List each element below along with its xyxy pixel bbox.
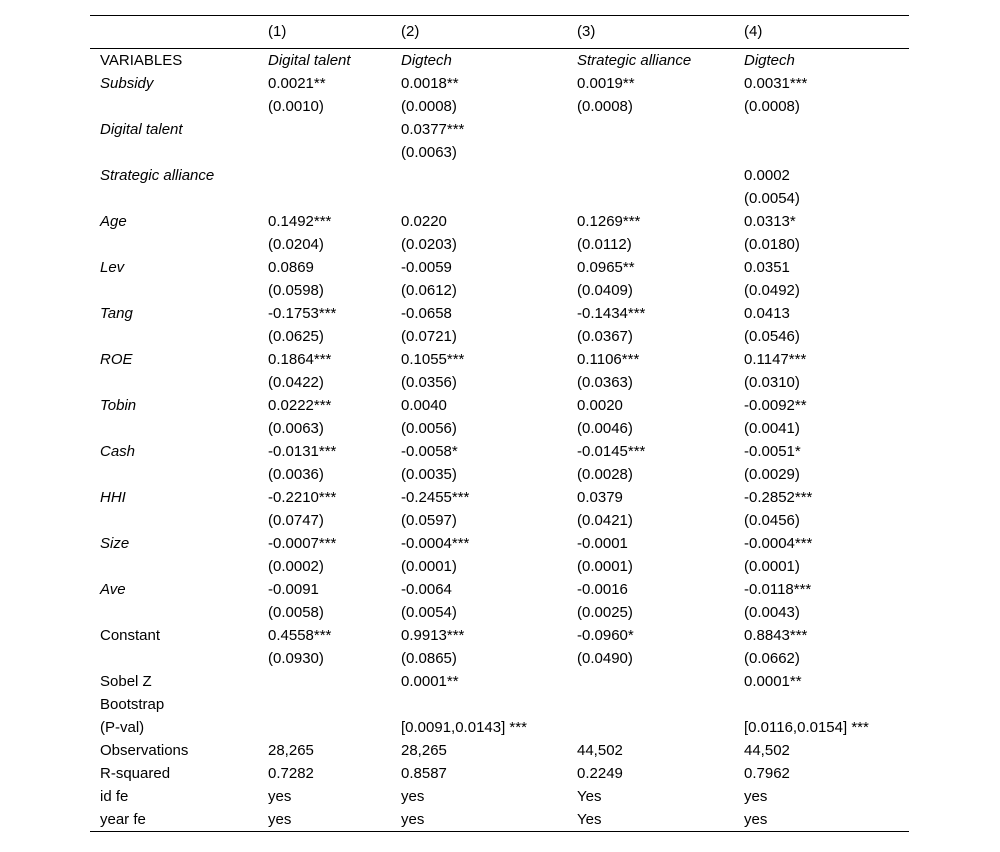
row-label: Observations <box>100 742 189 759</box>
value-cell: (0.0409) <box>577 282 633 299</box>
row-label: Digital talent <box>100 121 183 138</box>
value-cell: -0.0960* <box>577 627 634 644</box>
table-row <box>90 670 909 693</box>
value-cell: (0.0054) <box>401 604 457 621</box>
value-cell <box>577 187 744 210</box>
table-body <box>90 49 909 832</box>
table-row <box>90 256 909 279</box>
value-cell: (0.0063) <box>401 144 457 161</box>
table-row <box>90 118 909 141</box>
value-cell <box>744 141 909 164</box>
value-cell: (0.0367) <box>577 328 633 345</box>
value-cell: Digtech <box>401 52 452 69</box>
table-row <box>90 72 909 95</box>
value-cell <box>268 164 401 187</box>
value-cell: (0.0456) <box>744 512 800 529</box>
row-label: R-squared <box>100 765 171 782</box>
value-cell: [0.0091,0.0143] *** <box>401 719 527 736</box>
value-cell: -0.0118*** <box>744 581 812 598</box>
table-row <box>90 486 909 509</box>
value-cell: (0.0002) <box>268 558 324 575</box>
value-cell: 0.0021** <box>268 75 326 92</box>
row-label <box>90 509 268 532</box>
table-row <box>90 509 909 532</box>
table-row <box>90 49 909 73</box>
table-row <box>90 371 909 394</box>
value-cell <box>744 118 909 141</box>
table-row <box>90 302 909 325</box>
table-row <box>90 693 909 716</box>
value-cell <box>268 670 401 693</box>
row-label <box>90 647 268 670</box>
header-cell: (4) <box>744 23 763 40</box>
value-cell: (0.0310) <box>744 374 800 391</box>
table-row <box>90 463 909 486</box>
value-cell: -0.0007*** <box>268 535 337 552</box>
value-cell: Yes <box>577 788 602 805</box>
value-cell: yes <box>268 788 292 805</box>
value-cell: -0.0658 <box>401 305 452 322</box>
row-label: year fe <box>100 811 146 828</box>
value-cell: (0.0422) <box>268 374 324 391</box>
value-cell: -0.1434*** <box>577 305 646 322</box>
value-cell: yes <box>401 811 425 828</box>
header-cell: (1) <box>268 23 287 40</box>
row-label <box>90 371 268 394</box>
value-cell: (0.0008) <box>744 98 800 115</box>
value-cell: (0.0063) <box>268 420 324 437</box>
value-cell: (0.0612) <box>401 282 457 299</box>
table-row <box>90 555 909 578</box>
table-row <box>90 279 909 302</box>
table-row <box>90 141 909 164</box>
value-cell: 0.1492*** <box>268 213 332 230</box>
row-label <box>90 233 268 256</box>
value-cell: (0.0010) <box>268 98 324 115</box>
value-cell: -0.0091 <box>268 581 319 598</box>
value-cell: (0.0001) <box>401 558 457 575</box>
value-cell: (0.0203) <box>401 236 457 253</box>
value-cell: (0.0041) <box>744 420 800 437</box>
value-cell: (0.0662) <box>744 650 800 667</box>
value-cell: 0.0413 <box>744 305 790 322</box>
value-cell: -0.2210*** <box>268 489 337 506</box>
table-row <box>90 578 909 601</box>
value-cell: 28,265 <box>401 742 447 759</box>
value-cell <box>268 716 401 739</box>
table-row <box>90 785 909 808</box>
regression-table <box>90 15 909 832</box>
value-cell: yes <box>268 811 292 828</box>
row-label: Ave <box>100 581 126 598</box>
value-cell: (0.0546) <box>744 328 800 345</box>
value-cell: (0.0598) <box>268 282 324 299</box>
value-cell: 0.0040 <box>401 397 447 414</box>
value-cell <box>268 693 401 716</box>
table-row <box>90 601 909 624</box>
value-cell: (0.0625) <box>268 328 324 345</box>
row-label <box>90 279 268 302</box>
table-row <box>90 348 909 371</box>
row-label: Subsidy <box>100 75 154 92</box>
table-row <box>90 187 909 210</box>
value-cell: 0.0379 <box>577 489 623 506</box>
row-label: Tang <box>100 305 133 322</box>
value-cell: -0.0059 <box>401 259 452 276</box>
table-row <box>90 233 909 256</box>
value-cell: 0.0031*** <box>744 75 808 92</box>
row-label: HHI <box>100 489 126 506</box>
value-cell: 0.7962 <box>744 765 790 782</box>
value-cell: (0.0043) <box>744 604 800 621</box>
value-cell: 0.1106*** <box>577 351 640 368</box>
row-label <box>90 95 268 118</box>
row-label: Size <box>100 535 130 552</box>
value-cell: -0.0064 <box>401 581 452 598</box>
value-cell <box>577 118 744 141</box>
row-label: Bootstrap <box>100 696 165 713</box>
header-row <box>90 16 909 49</box>
value-cell: 0.0002 <box>744 167 790 184</box>
value-cell: Strategic alliance <box>577 52 692 69</box>
value-cell <box>577 716 744 739</box>
value-cell: 0.0001** <box>744 673 802 690</box>
value-cell: 0.8587 <box>401 765 447 782</box>
table-row <box>90 762 909 785</box>
value-cell: (0.0036) <box>268 466 324 483</box>
row-label <box>90 555 268 578</box>
value-cell: (0.0747) <box>268 512 324 529</box>
value-cell: -0.2455*** <box>401 489 470 506</box>
value-cell <box>268 141 401 164</box>
row-label: Lev <box>100 259 125 276</box>
value-cell: 0.1864*** <box>268 351 332 368</box>
value-cell: yes <box>744 811 768 828</box>
row-label: Cash <box>100 443 136 460</box>
value-cell: 0.1055*** <box>401 351 465 368</box>
row-label: Tobin <box>100 397 137 414</box>
row-label: Strategic alliance <box>100 167 215 184</box>
value-cell: -0.0145*** <box>577 443 646 460</box>
value-cell <box>268 187 401 210</box>
value-cell: 0.0019** <box>577 75 635 92</box>
row-label <box>90 325 268 348</box>
value-cell: 0.0020 <box>577 397 623 414</box>
table-row <box>90 394 909 417</box>
value-cell: 0.2249 <box>577 765 623 782</box>
value-cell: (0.0054) <box>744 190 800 207</box>
row-label <box>90 601 268 624</box>
value-cell <box>268 118 401 141</box>
value-cell: (0.0490) <box>577 650 633 667</box>
value-cell <box>744 693 909 716</box>
value-cell: (0.0001) <box>744 558 800 575</box>
value-cell: [0.0116,0.0154] *** <box>744 719 869 736</box>
value-cell: (0.0204) <box>268 236 324 253</box>
value-cell: (0.0008) <box>577 98 633 115</box>
regression-table-container <box>90 15 909 832</box>
value-cell: (0.0025) <box>577 604 633 621</box>
value-cell: -0.0051* <box>744 443 801 460</box>
value-cell: -0.0092** <box>744 397 807 414</box>
value-cell: -0.0058* <box>401 443 458 460</box>
value-cell: -0.0004*** <box>401 535 470 552</box>
value-cell: (0.0058) <box>268 604 324 621</box>
table-row <box>90 532 909 555</box>
table-row <box>90 808 909 832</box>
table-row <box>90 624 909 647</box>
value-cell: -0.0004*** <box>744 535 813 552</box>
value-cell: (0.0035) <box>401 466 457 483</box>
value-cell: -0.2852*** <box>744 489 813 506</box>
value-cell: Digtech <box>744 52 795 69</box>
value-cell: 0.0377*** <box>401 121 465 138</box>
value-cell: (0.0597) <box>401 512 457 529</box>
value-cell <box>401 187 577 210</box>
table-row <box>90 95 909 118</box>
value-cell: 0.0351 <box>744 259 790 276</box>
value-cell <box>401 164 577 187</box>
value-cell: 44,502 <box>744 742 790 759</box>
value-cell: 0.0018** <box>401 75 459 92</box>
value-cell <box>401 693 577 716</box>
value-cell: (0.0421) <box>577 512 633 529</box>
value-cell: (0.0046) <box>577 420 633 437</box>
value-cell: (0.0721) <box>401 328 457 345</box>
value-cell: 0.0001** <box>401 673 459 690</box>
value-cell: -0.1753*** <box>268 305 337 322</box>
value-cell <box>577 693 744 716</box>
value-cell: (0.0029) <box>744 466 800 483</box>
value-cell: 0.0222*** <box>268 397 332 414</box>
row-label <box>90 187 268 210</box>
value-cell: (0.0008) <box>401 98 457 115</box>
row-label <box>90 463 268 486</box>
value-cell: 0.0313* <box>744 213 796 230</box>
value-cell: 0.1147*** <box>744 351 807 368</box>
table-row <box>90 417 909 440</box>
value-cell: (0.0180) <box>744 236 800 253</box>
table-row <box>90 716 909 739</box>
value-cell <box>577 670 744 693</box>
header-cell: (2) <box>401 23 420 40</box>
row-label <box>90 141 268 164</box>
value-cell: -0.0016 <box>577 581 628 598</box>
value-cell: 0.8843*** <box>744 627 808 644</box>
table-row <box>90 647 909 670</box>
value-cell: (0.0028) <box>577 466 633 483</box>
row-label: (P-val) <box>100 719 145 736</box>
value-cell <box>577 141 744 164</box>
value-cell: -0.0131*** <box>268 443 337 460</box>
value-cell: (0.0356) <box>401 374 457 391</box>
value-cell: (0.0492) <box>744 282 800 299</box>
row-label: Constant <box>100 627 161 644</box>
table-row <box>90 210 909 233</box>
value-cell: yes <box>401 788 425 805</box>
value-cell: (0.0930) <box>268 650 324 667</box>
value-cell: yes <box>744 788 768 805</box>
value-cell: 0.1269*** <box>577 213 641 230</box>
table-row <box>90 164 909 187</box>
value-cell: 0.7282 <box>268 765 314 782</box>
row-label <box>90 417 268 440</box>
value-cell: (0.0056) <box>401 420 457 437</box>
header-cell <box>90 16 268 49</box>
value-cell: (0.0865) <box>401 650 457 667</box>
value-cell: Yes <box>577 811 602 828</box>
value-cell: 28,265 <box>268 742 314 759</box>
value-cell: 0.0220 <box>401 213 447 230</box>
row-label: Sobel Z <box>100 673 152 690</box>
value-cell: (0.0001) <box>577 558 633 575</box>
row-label: ROE <box>100 351 133 368</box>
value-cell <box>577 164 744 187</box>
table-row <box>90 325 909 348</box>
value-cell: 0.0869 <box>268 259 314 276</box>
row-label: id fe <box>100 788 129 805</box>
header-cell: (3) <box>577 23 596 40</box>
row-label: Age <box>100 213 127 230</box>
value-cell: Digital talent <box>268 52 351 69</box>
value-cell: 0.9913*** <box>401 627 465 644</box>
value-cell: (0.0363) <box>577 374 633 391</box>
table-row <box>90 739 909 762</box>
value-cell: 0.4558*** <box>268 627 332 644</box>
table-row <box>90 440 909 463</box>
value-cell: -0.0001 <box>577 535 628 552</box>
row-label: VARIABLES <box>100 52 183 69</box>
value-cell: (0.0112) <box>577 236 632 253</box>
value-cell: 44,502 <box>577 742 623 759</box>
value-cell: 0.0965** <box>577 259 635 276</box>
